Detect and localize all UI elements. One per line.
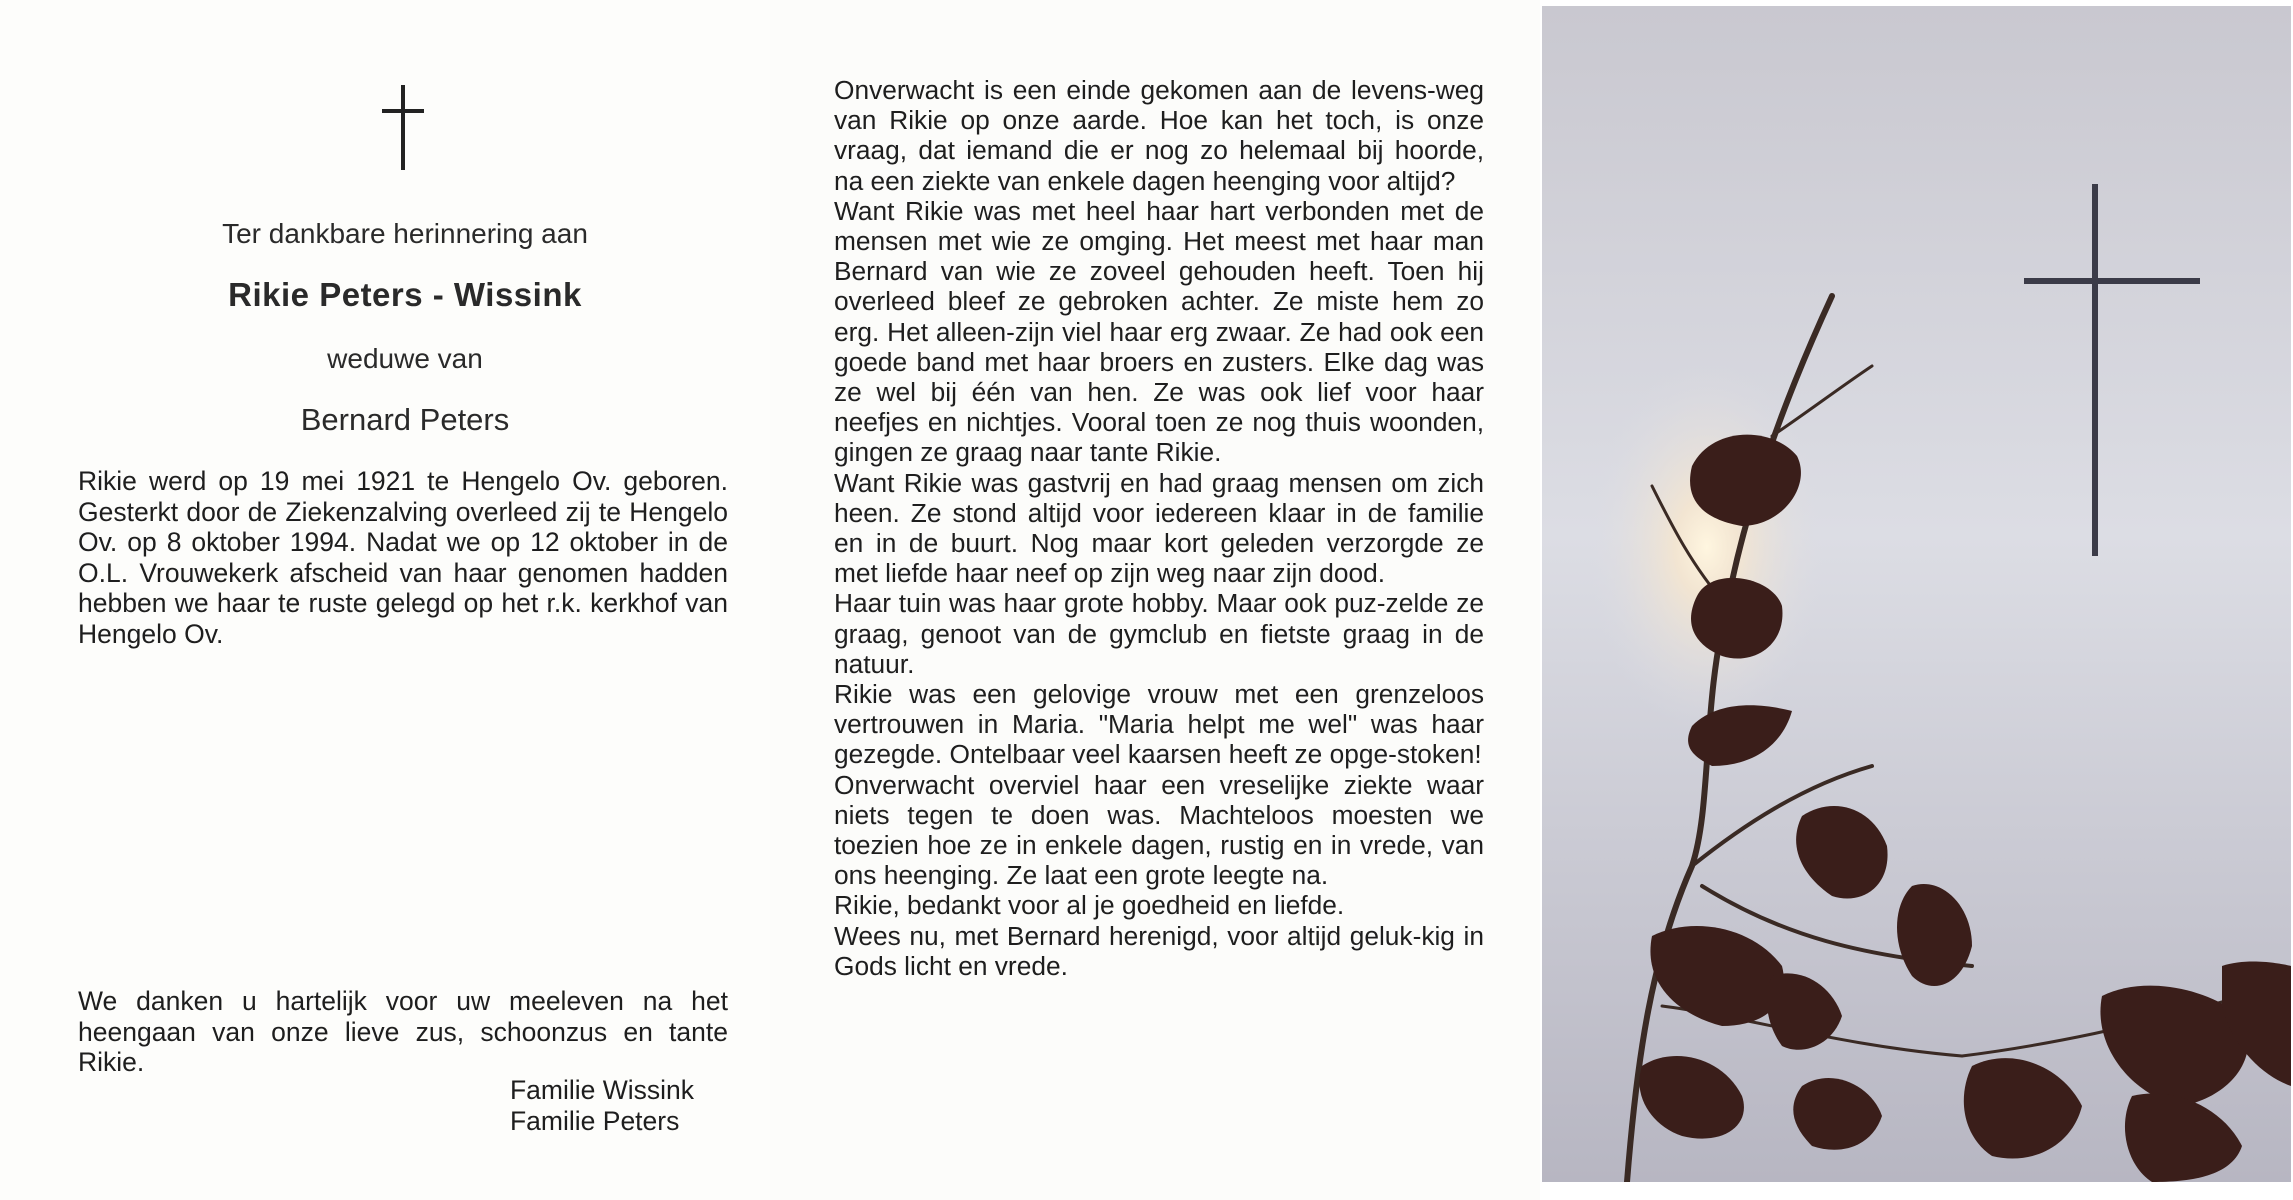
photo-cross-icon [2092,184,2098,556]
obituary-paragraph: Rikie was een gelovige vrouw met een grenzeloos vertrouwen in Maria. "Maria helpt me wel" was haar gezegde. Ontelbaar veel kaarsen heeft ze opge-stoken! [834,679,1484,770]
obituary-text [834,75,1484,981]
obituary-paragraph: Want Rikie was gastvrij en had graag mensen om zich heen. Ze stond altijd voor iedereen klaar in de familie en in de buurt. Nog maar kort geleden verzorgde ze met liefde haar neef op zijn weg naar zijn dood. [834,467,1484,589]
cross-icon [382,85,424,170]
widow-of-text: weduwe van [327,343,483,374]
left-panel [0,0,770,1200]
husband-name: Bernard Peters [300,402,510,437]
obituary-paragraph: Haar tuin was haar grote hobby. Maar ook puz-zelde ze graag, genoot van de gymclub en fietste graag in de natuur. [834,588,1484,679]
obituary-paragraph: Onverwacht is een einde gekomen aan de levens-weg van Rikie op onze aarde. Hoe kan het toch, is onze vraag, dat iemand die er nog zo helemaal bij hoorde, na een ziekte van enkele dagen heenging voor altijd? [834,75,1484,196]
thanks-text: We danken u hartelijk voor uw meeleven na het heengaan van onze lieve zus, schoonzus en tante Rikie. [78,986,728,1077]
obituary-paragraph: Want Rikie was met heel haar hart verbonden met de mensen met wie ze omging. Het meest met haar man Bernard van wie ze zoveel gehouden heeft. Toen hij overleed bleef ze gebroken achter. Ze miste hem zo erg. Het alleen-zijn viel haar erg zwaar. Ze had ook een goede band met haar broers en zusters. Elke dag was ze wel bij één van hen. Ze was ook lief voor haar neefjes en nichtjes. Vooral toen ze nog thuis woonden, gingen ze graag naar tante Rikie. [834,195,1484,468]
obituary-paragraph: Wees nu, met Bernard herenigd, voor altijd geluk-kig in Gods licht en vrede. [834,920,1484,981]
dedication-text: Ter dankbare herinnering aan [222,218,588,249]
memorial-photo [1542,6,2291,1182]
middle-panel [770,0,1540,1200]
biography-text: Rikie werd op 19 mei 1921 te Hengelo Ov. geboren. Gesterkt door de Ziekenzalving overleed zij te Hengelo Ov. op 8 oktober 1994. Nadat we op 12 oktober in de O.L. Vrouwekerk afscheid van haar genomen hadden hebben we haar te ruste gelegd op het r.k. kerkhof van Hengelo Ov. [78,466,728,649]
obituary-paragraph: Onverwacht overviel haar een vreselijke ziekte waar niets tegen te doen was. Machteloos moesten we toezien hoe ze in enkele dagen, rustig en in vrede, van ons heenging. Ze laat een grote leegte na. [834,769,1484,891]
signoff-line: Familie Wissink [510,1075,695,1105]
obituary-paragraph: Rikie, bedankt voor al je goedheid en liefde. [834,890,1345,921]
signoff [510,1075,694,1137]
deceased-name: Rikie Peters - Wissink [228,276,582,313]
signoff-line: Familie Peters [510,1106,680,1136]
photo-illustration [1542,6,2291,1182]
